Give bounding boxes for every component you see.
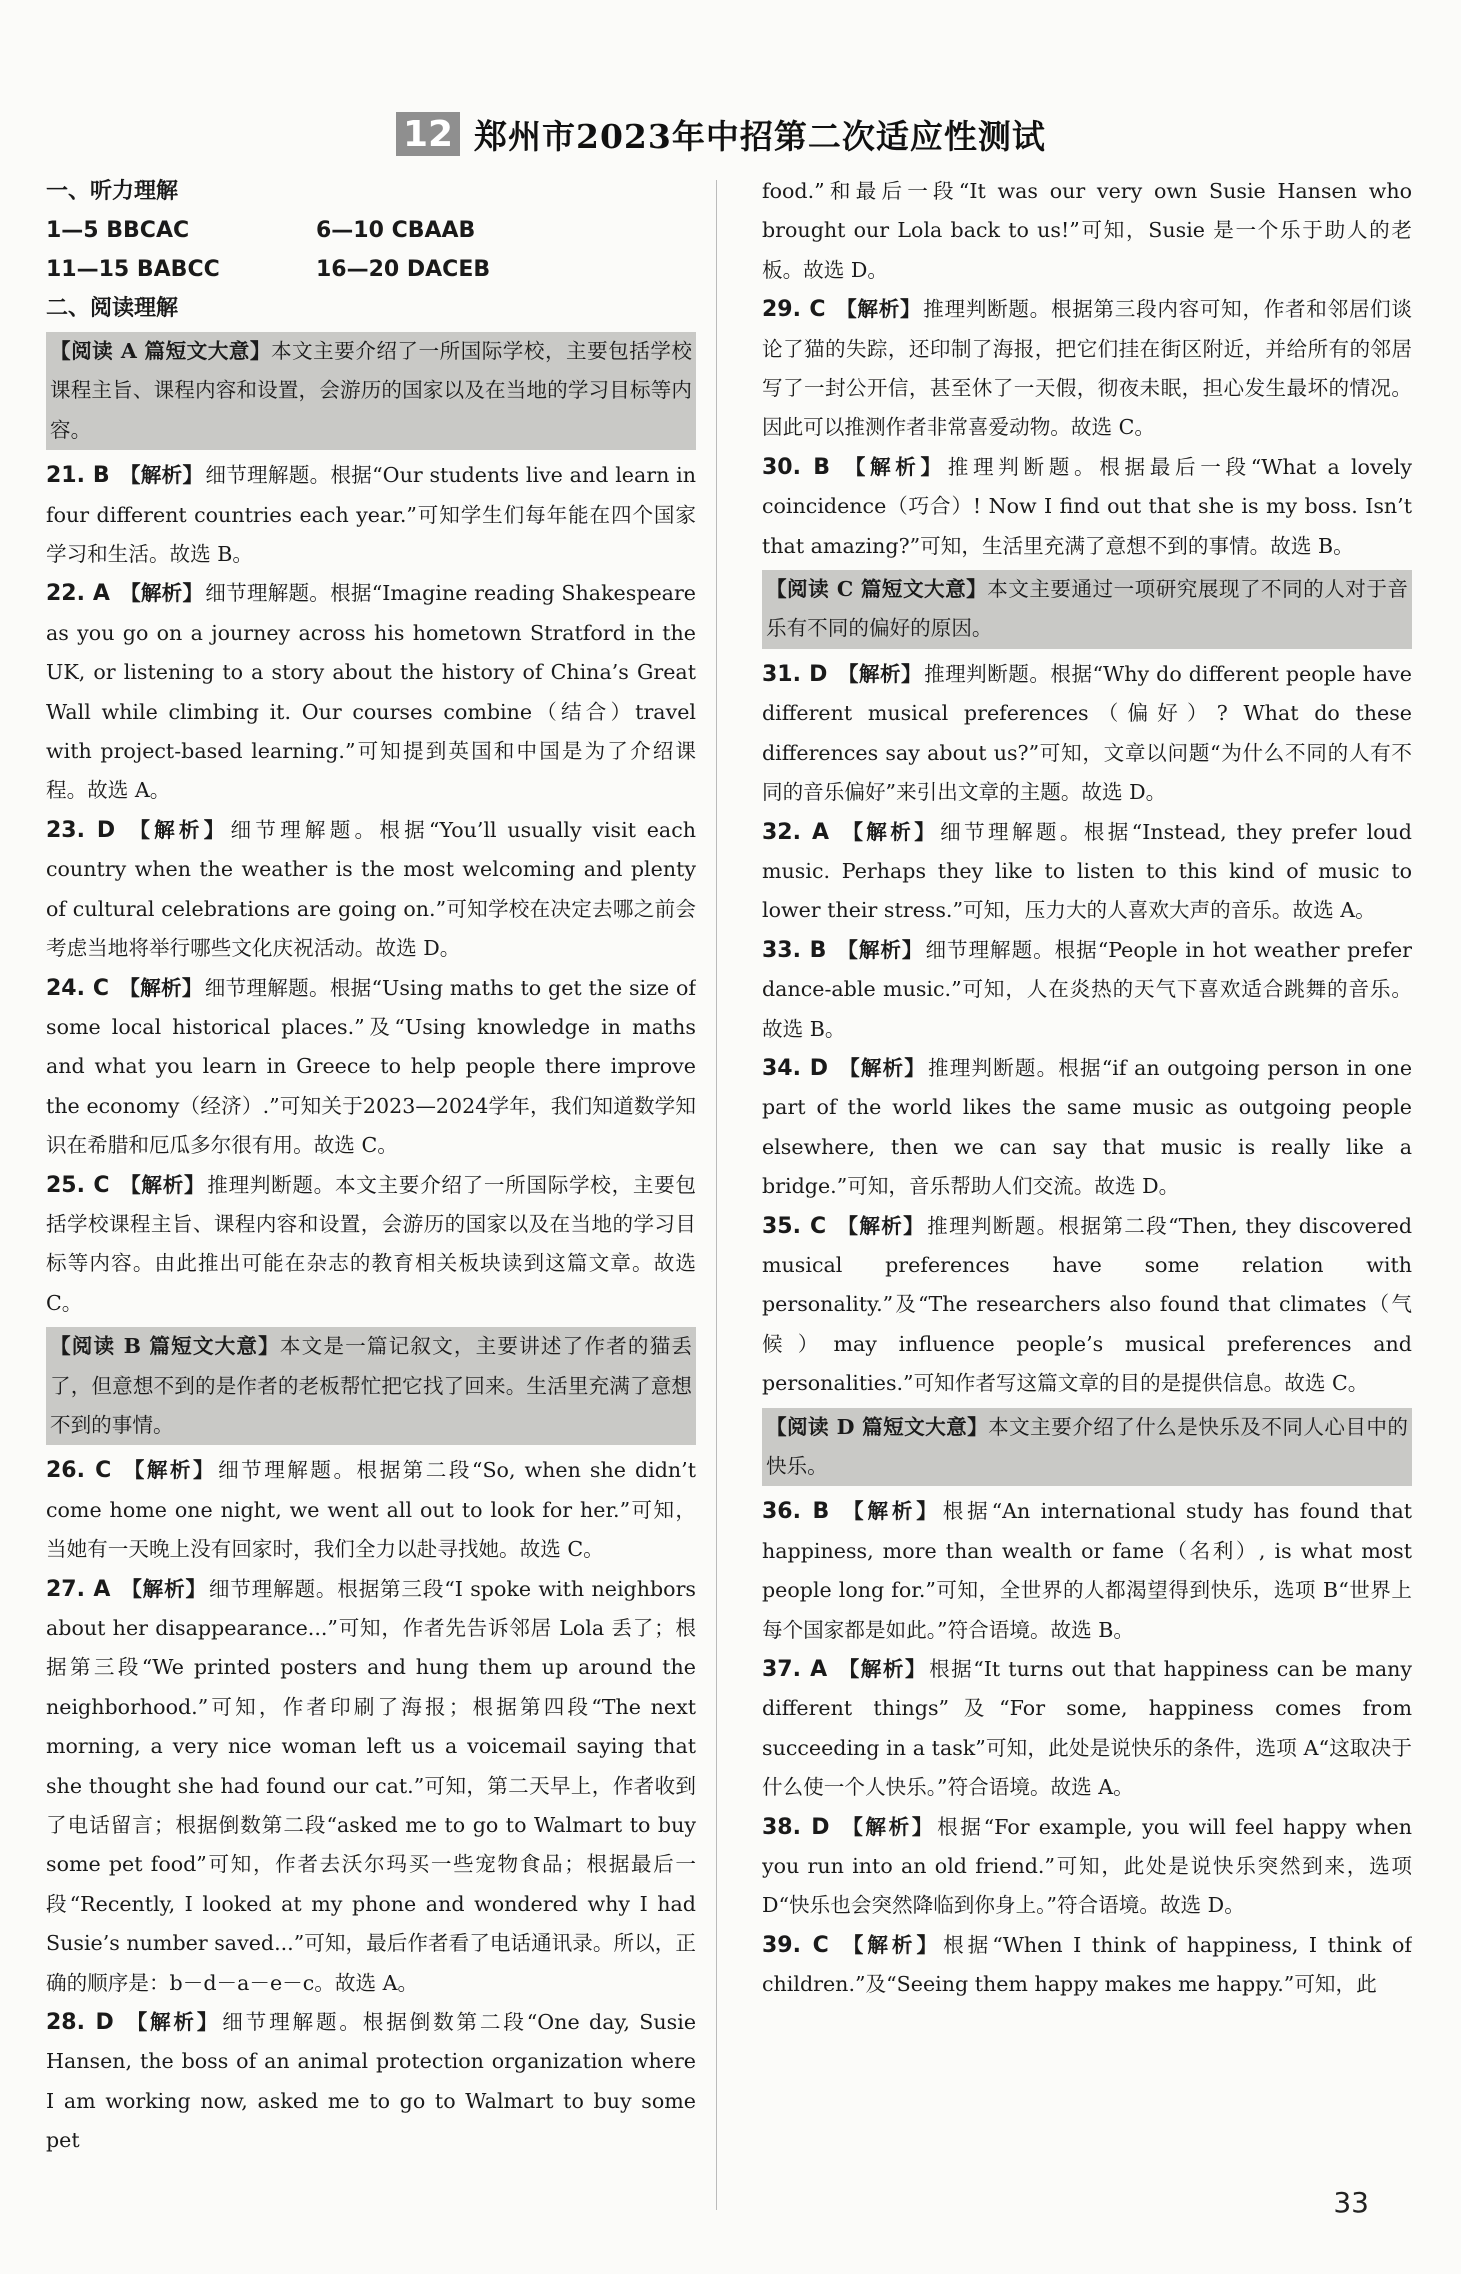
passage-summary-c — [762, 570, 1412, 649]
analysis-tag: 【解析】 — [119, 581, 204, 606]
question-answer — [46, 1166, 696, 1324]
question-number: 38. D — [762, 1814, 830, 1840]
analysis-tag: 【解析】 — [123, 2010, 221, 2035]
question-number: 29. C — [762, 297, 826, 323]
question-answer — [46, 969, 696, 1166]
question-number: 35. C — [762, 1213, 827, 1239]
analysis-text: 推理判断题。根据第二段“Then, they discovered musical preferences have some relation with personality.”及“The researchers also found that climates（气候）may influence people’s musical preferences and personalities.”可知作者写这篇文章的目的是提供信息。故选 C。 — [762, 1213, 1412, 1396]
summary-tag: 【阅读 B 篇短文大意】 — [50, 1334, 280, 1359]
answer-group: 11—15 BABCC — [46, 257, 220, 282]
question-answer — [46, 456, 696, 574]
question-answer — [762, 1650, 1412, 1808]
question-answer — [46, 811, 696, 969]
answer-group: 16—20 DACEB — [316, 257, 491, 282]
question-answer — [762, 1808, 1412, 1926]
analysis-text: 细节理解题。根据第三段“I spoke with neighbors about her disappearance...”可知，作者先告诉邻居 Lola 丢了；根据第三段“We printed posters and hung them up around the neighborhood.”可知，作者印刷了海报；根据第四段“The next morning, a very nice woman left us a voicemail saying that she thought she had found our cat.”可知，第二天早上，作者收到了电话留言；根据倒数第二段“asked me to go to Walmart to buy some pet food”可知，作者去沃尔玛买一些宠物食品；根据最后一段“Recently, I looked at my phone and wondered why I had Susie’s number saved...”可知，最后作者看了电话通讯录。所以，正确的顺序是：b－d－a－e－c。故选 A。 — [46, 1576, 696, 1995]
answer-group: 1—5 BBCAC — [46, 218, 190, 243]
passage-summary-b — [46, 1327, 696, 1445]
question-number: 36. B — [762, 1499, 830, 1525]
summary-tag: 【阅读 D 篇短文大意】 — [766, 1414, 989, 1439]
question-number: 21. B — [46, 463, 110, 489]
analysis-text: 推理判断题。本文主要介绍了一所国际学校，主要包括学校课程主旨、课程内容和设置，会游历的国家以及在当地的学习目标等内容。由此推出可能在杂志的教育相关板块读到这篇文章。故选 C。 — [46, 1172, 696, 1315]
analysis-tag: 【解析】 — [837, 661, 923, 686]
summary-text: 本文主要介绍了什么是快乐及不同人心目中的快乐。 — [766, 1414, 1408, 1478]
left-question-list — [46, 456, 696, 2160]
question-number: 34. D — [762, 1055, 829, 1081]
summary-text: 本文是一篇记叙文，主要讲述了作者的猫丢了，但意想不到的是作者的老板帮忙把它找了回来。生活里充满了意想不到的事情。 — [50, 1334, 692, 1437]
answer-group: 6—10 CBAAB — [316, 218, 476, 243]
page-title — [396, 108, 1046, 160]
passage-summary-d — [762, 1408, 1412, 1487]
analysis-tag: 【解析】 — [838, 1932, 942, 1957]
analysis-text: 根据“It turns out that happiness can be many different things”及“For some, happiness comes from succeeding in a task”可知，此处是说快乐的条件，选项 A“这取决于什么使一个人快乐。”符合语境。故选 A。 — [762, 1657, 1412, 1800]
right-question-list — [762, 172, 1412, 2005]
analysis-text: 根据“When I think of happiness, I think of children.”及“Seeing them happy makes me happy.”可知，此 — [762, 1932, 1412, 1997]
listening-answers-row — [46, 250, 696, 289]
question-answer — [46, 574, 696, 810]
question-answer — [762, 1207, 1412, 1404]
question-answer — [762, 290, 1412, 448]
passage-summary-a — [46, 332, 696, 450]
analysis-text: 推理判断题。根据“if an outgoing person in one part of the world likes the same music as outgoing people elsewhere, then we can say that music is really like a bridge.”可知，音乐帮助人们交流。故选 D。 — [762, 1055, 1412, 1199]
listening-heading: 一、听力理解 — [46, 179, 179, 204]
analysis-tag: 【解析】 — [838, 1055, 926, 1080]
analysis-tag: 【解析】 — [120, 1576, 207, 1601]
analysis-text: 细节理解题。根据“You’ll usually visit each country when the weather is the most welcoming and plenty of cultural celebrations are going on.”可知学校在决定去哪之前会考虑当地将举行哪些文化庆祝活动。故选 D。 — [46, 817, 696, 961]
analysis-text: 细节理解题。根据“People in hot weather prefer dance-able music.”可知，人在炎热的天气下喜欢适合跳舞的音乐。故选 B。 — [762, 937, 1412, 1041]
reading-heading: 二、阅读理解 — [46, 296, 179, 321]
question-answer — [46, 1570, 696, 2003]
question-number: 24. C — [46, 975, 110, 1001]
analysis-text: 根据“An international study has found that happiness, more than wealth or fame（名利）, is what most people long for.”可知，全世界的人都渴望得到快乐，选项 B“世界上每个国家都是如此。”符合语境。故选 B。 — [762, 1499, 1412, 1642]
analysis-tag: 【解析】 — [839, 1814, 936, 1839]
analysis-text: food.”和最后一段“It was our very own Susie Hansen who brought our Lola back to us!”可知，Susie 是一个乐于助人的老板。故选 D。 — [762, 179, 1412, 282]
analysis-text: 细节理解题。根据“Using maths to get the size of some local historical places.”及“Using knowledge in maths and what you learn in Greece to help people there improve the economy（经济）.”可知关于2023—2024学年，我们知道数学知识在希腊和厄瓜多尔很有用。故选 C。 — [46, 975, 696, 1158]
question-answer — [762, 172, 1412, 290]
analysis-tag: 【解析】 — [836, 1213, 926, 1238]
question-number: 33. B — [762, 937, 827, 963]
summary-text: 本文主要通过一项研究展现了不同的人对于音乐有不同的偏好的原因。 — [766, 577, 1409, 641]
analysis-tag: 【解析】 — [119, 463, 204, 488]
test-number-badge: 12 — [396, 112, 460, 156]
right-column — [762, 172, 1412, 2217]
analysis-text: 推理判断题。根据最后一段“What a lovely coincidence（巧合）! Now I find out that she is my boss. Isn’t that amazing?”可知，生活里充满了意想不到的事情。故选 B。 — [762, 454, 1412, 558]
question-number: 23. D — [46, 817, 116, 843]
analysis-text: 推理判断题。根据第三段内容可知，作者和邻居们谈论了猫的失踪，还印制了海报，把它们挂在街区附近，并给所有的邻居写了一封公开信，甚至休了一天假，彻夜未眠，担心发生最坏的情况。因此可以推测作者非常喜爱动物。故选 C。 — [762, 297, 1412, 440]
question-number: 26. C — [46, 1458, 112, 1484]
analysis-tag: 【解析】 — [839, 819, 939, 844]
question-number: 22. A — [46, 581, 110, 607]
question-answer — [762, 1926, 1412, 2005]
analysis-tag: 【解析】 — [840, 454, 946, 479]
analysis-tag: 【解析】 — [835, 297, 922, 322]
analysis-text: 细节理解题。根据“Our students live and learn in four different countries each year.”可知学生们每年能在四个国家学习和生活。故选 B。 — [46, 463, 696, 567]
left-column — [46, 172, 696, 2217]
question-answer — [762, 813, 1412, 931]
question-number: 32. A — [762, 819, 830, 845]
summary-tag: 【阅读 C 篇短文大意】 — [766, 577, 988, 602]
question-answer — [762, 448, 1412, 566]
question-answer — [762, 931, 1412, 1049]
listening-answers-row — [46, 211, 696, 250]
summary-tag: 【阅读 A 篇短文大意】 — [50, 339, 271, 363]
summary-text: 本文主要介绍了一所国际学校，主要包括学校课程主旨、课程内容和设置，会游历的国家以及在当地的学习目标等内容。 — [50, 339, 692, 442]
analysis-text: 推理判断题。根据“Why do different people have different musical preferences（偏好）? What do these differences say about us?”可知，文章以问题“为什么不同的人有不同的音乐偏好”来引出文章的主题。故选 D。 — [762, 661, 1412, 805]
question-answer — [46, 2003, 696, 2161]
analysis-text: 细节理解题。根据“Imagine reading Shakespeare as you go on a journey across his hometown Stratford in the UK, or listening to a story about the history of China’s Great Wall while climbing it. Our courses combine（结合）travel with project-based learning.”可知提到英国和中国是为了介绍课程。故选 A。 — [46, 581, 696, 803]
analysis-tag: 【解析】 — [121, 1458, 217, 1483]
test-title: 郑州市2023年中招第二次适应性测试 — [474, 116, 1046, 156]
question-answer — [762, 1492, 1412, 1650]
column-divider — [716, 180, 717, 2210]
question-number: 28. D — [46, 2010, 114, 2036]
question-number: 27. A — [46, 1576, 111, 1602]
analysis-tag: 【解析】 — [836, 937, 924, 962]
analysis-tag: 【解析】 — [119, 1172, 206, 1197]
question-number: 39. C — [762, 1932, 829, 1958]
question-answer — [46, 1451, 696, 1569]
question-number: 25. C — [46, 1172, 110, 1198]
analysis-tag: 【解析】 — [839, 1499, 941, 1524]
analysis-tag: 【解析】 — [125, 817, 229, 842]
question-number: 37. A — [762, 1657, 828, 1683]
page-number: 33 — [1333, 2186, 1369, 2219]
analysis-tag: 【解析】 — [119, 975, 203, 1000]
analysis-text: 根据“For example, you will feel happy when you run into an old friend.”可知，此处是说快乐突然到来，选项 D“快乐也会突然降临到你身上。”符合语境。故选 D。 — [762, 1814, 1412, 1918]
question-answer — [762, 1049, 1412, 1207]
analysis-text: 细节理解题。根据第二段“So, when she didn’t come home one night, we went all out to look for her.”可知，当她有一天晚上没有回家时，我们全力以赴寻找她。故选 C。 — [46, 1458, 696, 1562]
question-answer — [762, 655, 1412, 813]
analysis-text: 细节理解题。根据“Instead, they prefer loud music. Perhaps they like to listen to this kind of music to lower their stress.”可知，压力大的人喜欢大声的音乐。故选 A。 — [762, 819, 1412, 923]
analysis-text: 细节理解题。根据倒数第二段“One day, Susie Hansen, the boss of an animal protection organization where I am working now, asked me to go to Walmart to buy some pet — [46, 2010, 696, 2153]
question-number: 30. B — [762, 454, 831, 480]
analysis-tag: 【解析】 — [837, 1657, 928, 1682]
question-number: 31. D — [762, 661, 828, 687]
